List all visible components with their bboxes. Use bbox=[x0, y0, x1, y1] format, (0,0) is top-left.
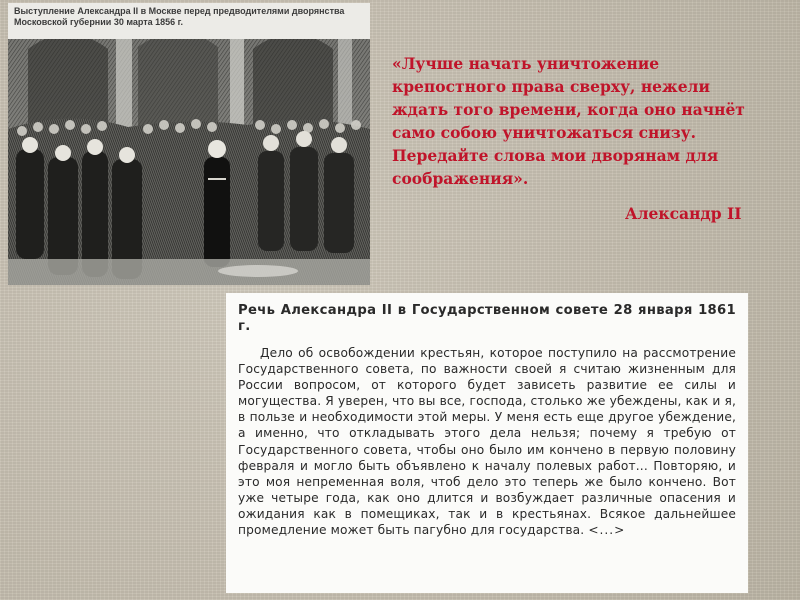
speech-document bbox=[226, 293, 748, 593]
engraving-caption: Выступление Александра II в Москве перед предводителями дворянства Московской губернии 30 марта 1856 г. bbox=[14, 6, 345, 27]
engraving-panel bbox=[8, 3, 370, 285]
tsar-quote: «Лучше начать уничтожение крепостного права сверху, нежели ждать того времени, когда оно начнёт само собою уничтожаться снизу. Передайте слова мои дворянам для соображения». bbox=[392, 54, 745, 188]
speech-body-text: Дело об освобождении крестьян, которое поступило на рассмотрение Государственного совета, по важности своей я считаю жизненным для России вопросом, от которого будет зависеть развитие ее силы и могущества. Я уверен, что вы все, господа, столько же убеждены, как и я, в пользе и необходимости этой меры. У меня есть еще другое убеждение, а именно, что откладывать этого дела нельзя; почему я требую от Государственного совета, чтобы оно было им кончено в первую половину февраля и могло быть объявлено к началу полевых работ... Повторяю, и это моя непременная воля, чтоб дело это теперь же было кончено. Вот уже четыре года, как оно длится и возбуждает различные опасения и ожидания как в помещиках, так и в крестьянах. Всякое дальнейшее промедление может быть пагубно для государства. bbox=[238, 346, 736, 538]
engraving-illustration bbox=[8, 39, 370, 285]
speech-ellipsis: <...> bbox=[588, 523, 626, 538]
quote-author: Александр II bbox=[625, 204, 742, 223]
speech-title: Речь Александра II в Государственном совете 28 января 1861 г. bbox=[238, 303, 736, 334]
speech-body-paragraph bbox=[238, 345, 736, 538]
